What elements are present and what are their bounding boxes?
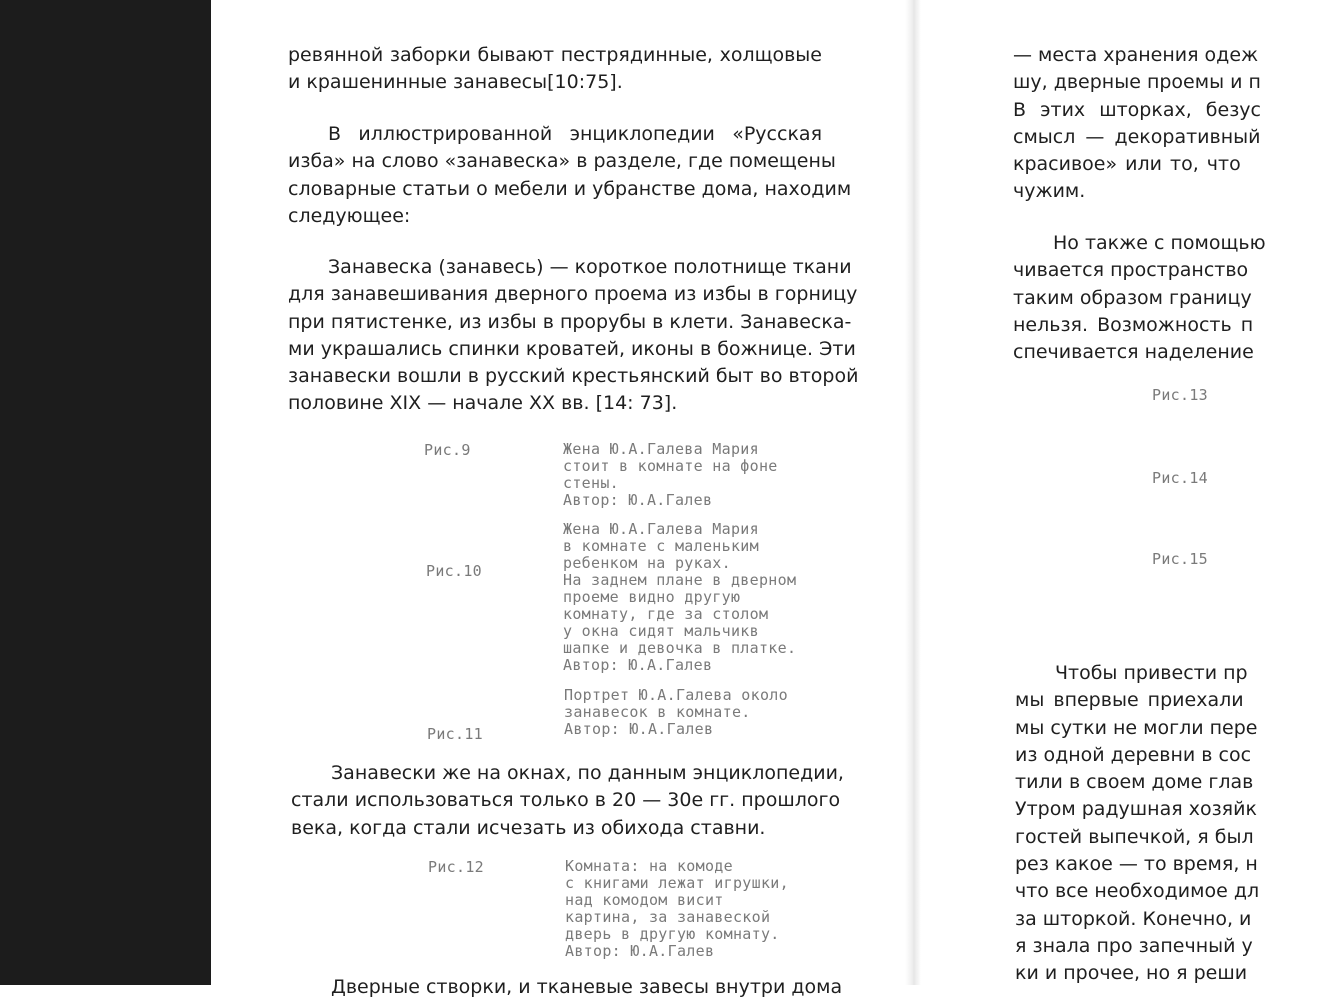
text-line: тили в своем доме глав (1015, 771, 1254, 794)
caption-line: На заднем плане в дверном (563, 571, 797, 589)
text-line: Занавески же на окнах, по данным энциклопедии, (331, 762, 844, 784)
text-line: В иллюстрированной энциклопедии «Русская (328, 123, 822, 145)
paragraph-2 (288, 121, 852, 230)
text-line: словарные статьи о мебели и убранстве дома, находим (288, 177, 852, 200)
text-line: нельзя. Возможность п (1013, 313, 1254, 336)
page-gutter (905, 0, 921, 985)
figure-9-label: Рис.9 (424, 441, 471, 459)
text-line: занавески вошли в русский крестьянский быт во второй (288, 365, 859, 388)
text-line: из одной деревни в сос (1015, 743, 1252, 766)
caption-line: Портрет Ю.А.Галева около (564, 686, 788, 704)
text-line: ревянной заборки бывают пестрядинные, холщовые (288, 44, 822, 66)
text-line: мы сутки не могли пере (1015, 716, 1258, 739)
caption-line: у окна сидят мальчикв (563, 622, 759, 640)
figure-14-label: Рис.14 (1152, 469, 1208, 487)
caption-line: ребенком на руках. (563, 554, 731, 572)
text-line: Утром радушная хозяйк (1015, 798, 1257, 821)
text-line: В этих шторках, безус (1013, 98, 1261, 121)
figure-12-label: Рис.12 (428, 858, 484, 876)
text-line: мы впервые приехали (1015, 689, 1244, 712)
text-line: — места хранения одеж (1013, 44, 1259, 66)
text-line: смысл — декоративный (1013, 125, 1261, 148)
figure-10-caption (563, 521, 796, 674)
text-line: гостей выпечкой, я был (1015, 825, 1254, 848)
paragraph-2 (1013, 230, 1333, 366)
text-line: красивое» или то, что (1013, 153, 1241, 176)
figure-15-label: Рис.15 (1152, 550, 1208, 568)
text-line: Дверные створки, и тканевые завесы внутри дома (331, 976, 843, 998)
caption-line: Комната: на комоде (565, 857, 733, 875)
text-line: таким образом границу (1013, 286, 1252, 309)
caption-line: Автор: Ю.А.Галев (564, 720, 714, 738)
text-line: за шторкой. Конечно, и (1015, 907, 1252, 930)
figure-12-caption (565, 858, 789, 960)
caption-line: Жена Ю.А.Галева Мария (563, 440, 759, 458)
caption-line: Автор: Ю.А.Галев (563, 656, 713, 674)
text-line: ми украшались спинки кроватей, иконы в божнице. Эти (288, 337, 856, 360)
caption-line: над комодом висит (565, 891, 724, 909)
figure-10-label: Рис.10 (426, 562, 482, 580)
text-line: и крашенинные занавесы[10:75]. (288, 71, 623, 94)
caption-line: с книгами лежат игрушки, (565, 874, 789, 892)
paragraph-1 (288, 42, 822, 97)
paragraph-4 (291, 760, 844, 842)
text-line: изба» на слово «занавеска» в разделе, где помещены (288, 150, 836, 173)
caption-line: шапке и девочка в платке. (563, 639, 797, 657)
text-line: Чтобы привести пр (1055, 662, 1248, 684)
caption-line: Жена Ю.А.Галева Мария (563, 520, 759, 538)
caption-line: Автор: Ю.А.Галев (563, 491, 713, 509)
text-line: чужим. (1013, 180, 1086, 203)
caption-line: стоит в комнате на фоне (563, 457, 778, 475)
text-line: чивается пространство (1013, 259, 1249, 282)
text-line: спечивается наделение (1013, 341, 1254, 364)
text-line: половине XIX — начале XX вв. [14: 73]. (288, 392, 678, 415)
text-line: ки и прочее, но я реши (1015, 962, 1248, 985)
caption-line: Автор: Ю.А.Галев (565, 942, 715, 960)
caption-line: комнату, где за столом (563, 605, 769, 623)
figure-11-caption (564, 687, 788, 738)
paragraph-3 (1015, 660, 1335, 988)
left-page (211, 0, 911, 998)
text-line: шу, дверные проемы и п (1013, 71, 1261, 94)
paragraph-1 (1013, 42, 1333, 206)
paragraph-5-partial (291, 974, 843, 1001)
text-line: Занавеска (занавесь) — короткое полотнище ткани (328, 256, 852, 278)
caption-line: картина, за занавеской (565, 908, 771, 926)
text-line: века, когда стали исчезать из обихода ставни. (291, 816, 766, 839)
caption-line: проеме видно другую (563, 588, 741, 606)
text-line: при пятистенке, из избы в прорубы в клети. Занавеска- (288, 310, 852, 333)
text-line: для занавешивания дверного проема из избы в горницу (288, 283, 858, 306)
figure-9-caption (563, 441, 778, 509)
scan-dark-edge (0, 0, 211, 985)
figure-13-label: Рис.13 (1152, 386, 1208, 404)
text-line: что все необходимое дл (1015, 880, 1260, 903)
text-line: Но также с помощью (1053, 232, 1266, 254)
figure-11-label: Рис.11 (427, 725, 483, 743)
caption-line: стены. (563, 474, 619, 492)
text-line: рез какое — то время, н (1015, 853, 1258, 876)
caption-line: дверь в другую комнату. (565, 925, 780, 943)
paragraph-3 (288, 254, 859, 418)
caption-line: занавесок в комнате. (564, 703, 751, 721)
text-line: следующее: (288, 204, 411, 227)
text-line: стали использоваться только в 20 — 30е гг. прошлого (291, 789, 841, 812)
right-page (921, 0, 1266, 985)
caption-line: в комнате с маленьким (563, 537, 759, 555)
text-line: я знала про запечный у (1015, 934, 1253, 957)
